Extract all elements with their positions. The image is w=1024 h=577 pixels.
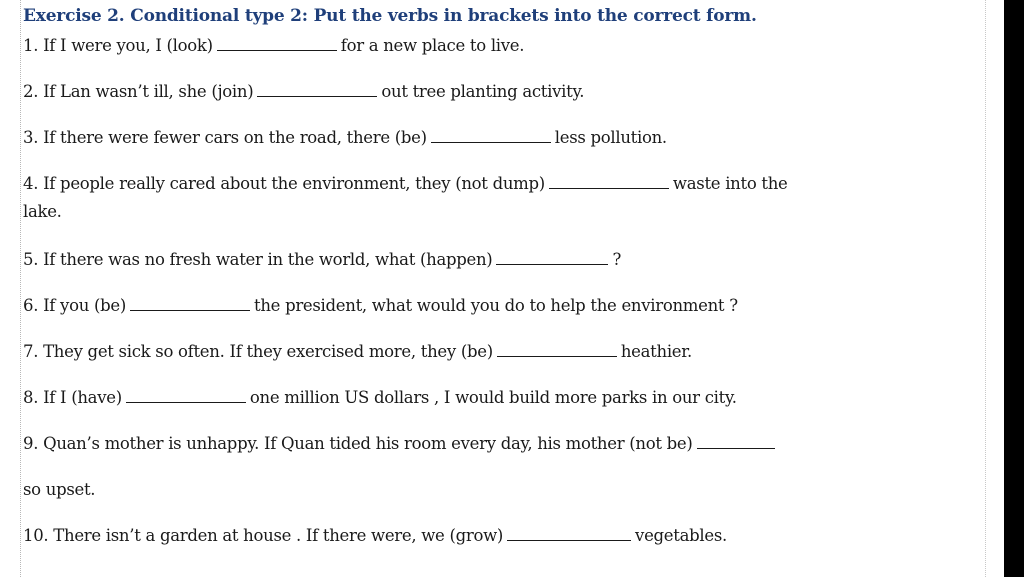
left-margin-line [20, 0, 21, 577]
exercise-item-4 [23, 174, 788, 193]
exercise-item-6 [23, 296, 738, 315]
item-text-before: 10. There isn’t a garden at house . If there were, we (grow) [23, 526, 504, 545]
item-text-before: 6. If you (be) [23, 296, 126, 315]
item-text-before: 5. If there was no fresh water in the world, what (happen) [23, 250, 493, 269]
exercise-item-10 [23, 526, 727, 545]
item-text-before: 7. They get sick so often. If they exercised more, they (be) [23, 342, 493, 361]
exercise-item-1 [23, 36, 524, 55]
item-text-before: 2. If Lan wasn’t ill, she (join) [23, 82, 254, 101]
answer-blank [126, 401, 246, 403]
exercise-item-3 [23, 128, 667, 147]
exercise-item-4-continuation: lake. [23, 202, 62, 221]
item-text-before: 3. If there were fewer cars on the road, there (be) [23, 128, 427, 147]
exercise-item-9 [23, 434, 779, 453]
item-text-after: one million US dollars , I would build more parks in our city. [249, 388, 737, 407]
answer-blank [697, 447, 775, 449]
exercise-title: Exercise 2. Conditional type 2: Put the verbs in brackets into the correct form. [23, 6, 757, 26]
right-margin-line [985, 0, 986, 577]
item-text-after: vegetables. [635, 526, 727, 545]
answer-blank [431, 141, 551, 143]
answer-blank [497, 355, 617, 357]
item-text-after: waste into the [672, 174, 788, 193]
exercise-item-7 [23, 342, 692, 361]
exercise-item-5 [23, 250, 621, 269]
answer-blank [549, 187, 669, 189]
item-text-before: 8. If I (have) [23, 388, 122, 407]
exercise-item-9-continuation: so upset. [23, 480, 96, 499]
exercise-item-8 [23, 388, 737, 407]
item-text-after: less pollution. [554, 128, 667, 147]
item-text-after: heathier. [620, 342, 692, 361]
answer-blank [217, 49, 337, 51]
answer-blank [507, 539, 631, 541]
item-text-before: 1. If I were you, I (look) [23, 36, 213, 55]
item-text-after: ? [612, 250, 621, 269]
item-text-before: 9. Quan’s mother is unhappy. If Quan tided his room every day, his mother (not be) [23, 434, 693, 453]
answer-blank [257, 95, 377, 97]
answer-blank [496, 263, 608, 265]
answer-blank [130, 309, 250, 311]
item-text-after: for a new place to live. [340, 36, 525, 55]
item-text-before: 4. If people really cared about the environment, they (not dump) [23, 174, 545, 193]
exercise-item-2 [23, 82, 584, 101]
item-text-after: out tree planting activity. [381, 82, 585, 101]
item-text-after: the president, what would you do to help the environment ? [254, 296, 738, 315]
